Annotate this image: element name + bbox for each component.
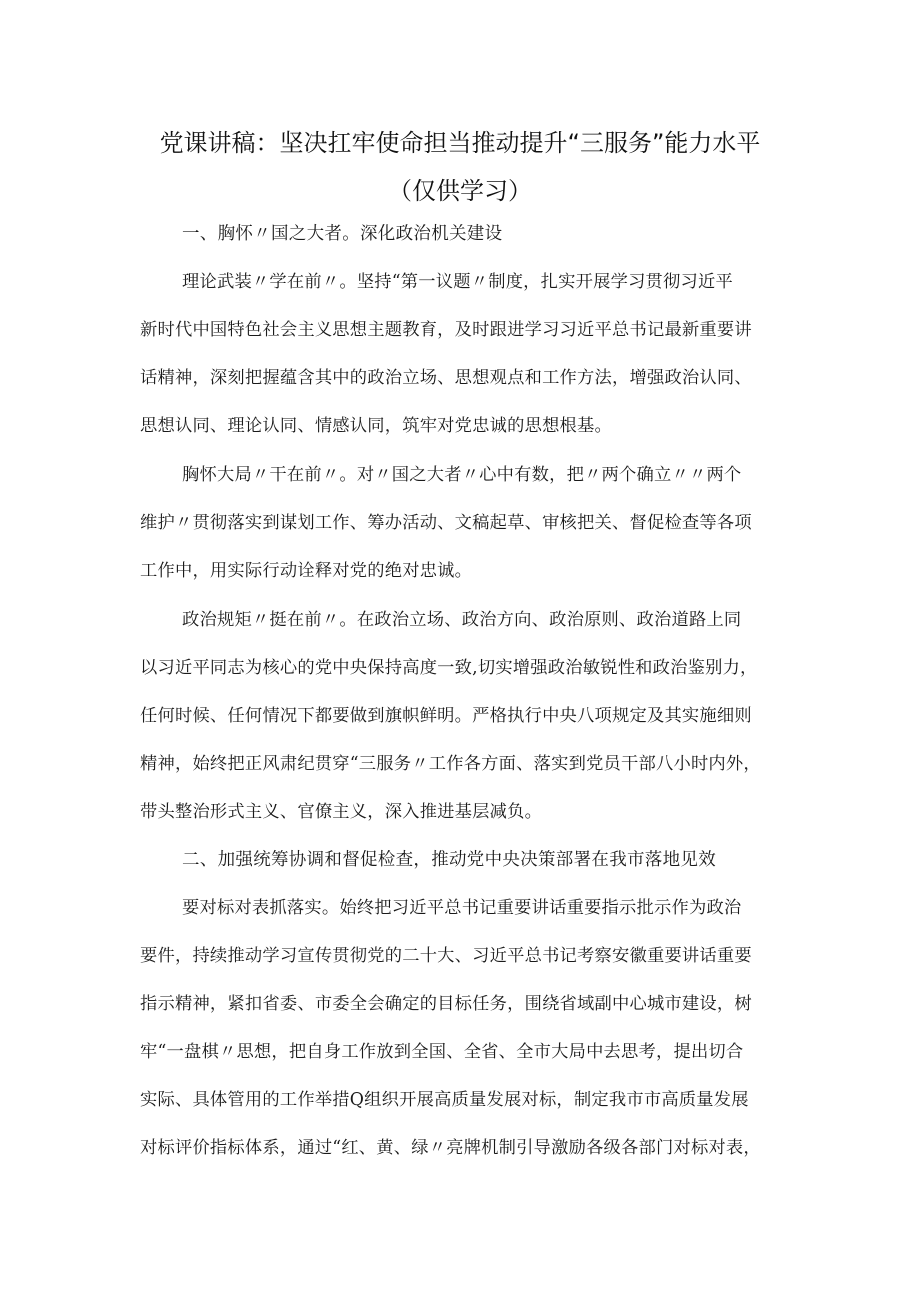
paragraph-line: 新时代中国特色社会主义思想主题教育，及时跟进学习习近平总书记最新重要讲 xyxy=(140,320,752,340)
paragraph-line: 思想认同、理论认同、情感认同，筑牢对党忠诚的思想根基。 xyxy=(140,416,612,436)
paragraph-theory xyxy=(140,258,788,450)
paragraph-line: 牢“一盘棋〃思想，把自身工作放到全国、全省、全市大局中去思考，提出切合 xyxy=(140,1042,744,1062)
paragraph-overall-situation xyxy=(140,451,788,595)
paragraph-line: 指示精神，紧扣省委、市委全会确定的目标任务，围绕省域副中心城市建设，树 xyxy=(140,994,752,1014)
paragraph-benchmarking xyxy=(140,884,788,1172)
paragraph-line: 维护〃贯彻落实到谋划工作、筹办活动、文稿起草、审核把关、督促检查等各项 xyxy=(140,513,752,533)
paragraph-line: 要对标对表抓落实。始终把习近平总书记重要讲话重要指示批示作为政治 xyxy=(182,898,742,918)
paragraph-line: 胸怀大局〃干在前〃。对〃国之大者〃心中有数，把〃两个确立〃〃两个 xyxy=(182,465,742,485)
paragraph-line: 任何时候、任何情况下都要做到旗帜鲜明。严格执行中央八项规定及其实施细则 xyxy=(140,706,752,726)
section-heading-1: 一、胸怀〃国之大者。深化政治机关建设 xyxy=(182,224,503,244)
paragraph-line: 话精神，深刻把握蕴含其中的政治立场、思想观点和工作方法，增强政治认同、 xyxy=(140,368,752,388)
paragraph-line: 精神，始终把正风肃纪贯穿“三服务〃工作各方面、落实到党员干部八小时内外， xyxy=(140,754,761,774)
paragraph-line: 实际、具体管用的工作举措Q组织开展高质量发展对标，制定我市市高质量发展 xyxy=(140,1090,749,1110)
section-heading-2: 二、加强统筹协调和督促检查，推动党中央决策部署在我市落地见效 xyxy=(182,850,716,870)
paragraph-line: 带头整治形式主义、官僚主义，深入推进基层减负。 xyxy=(140,802,543,822)
paragraph-line: 要件，持续推动学习宣传贯彻党的二十大、习近平总书记考察安徽重要讲话重要 xyxy=(140,946,752,966)
paragraph-line: 以习近平同志为核心的党中央保持高度一致,切实增强政治敏锐性和政治鉴别力， xyxy=(140,658,758,678)
page-title: 党课讲稿：坚决扛牢使命担当推动提升“三服务”能力水平 xyxy=(159,129,761,157)
paragraph-line: 政治规矩〃挺在前〃。在政治立场、政治方向、政治原则、政治道路上同 xyxy=(182,610,742,630)
paragraph-line: 对标评价指标体系，通过“红、黄、绿〃亮牌机制引导激励各级各部门对标对表， xyxy=(140,1138,761,1158)
paragraph-line: 理论武装〃学在前〃。坚持“第一议题〃制度，扎实开展学习贯彻习近平 xyxy=(182,272,733,292)
paragraph-political-rules xyxy=(140,596,788,836)
page-subtitle: （仅供学习） xyxy=(388,177,532,205)
paragraph-line: 工作中，用实际行动诠释对党的绝对忠诚。 xyxy=(140,561,473,581)
